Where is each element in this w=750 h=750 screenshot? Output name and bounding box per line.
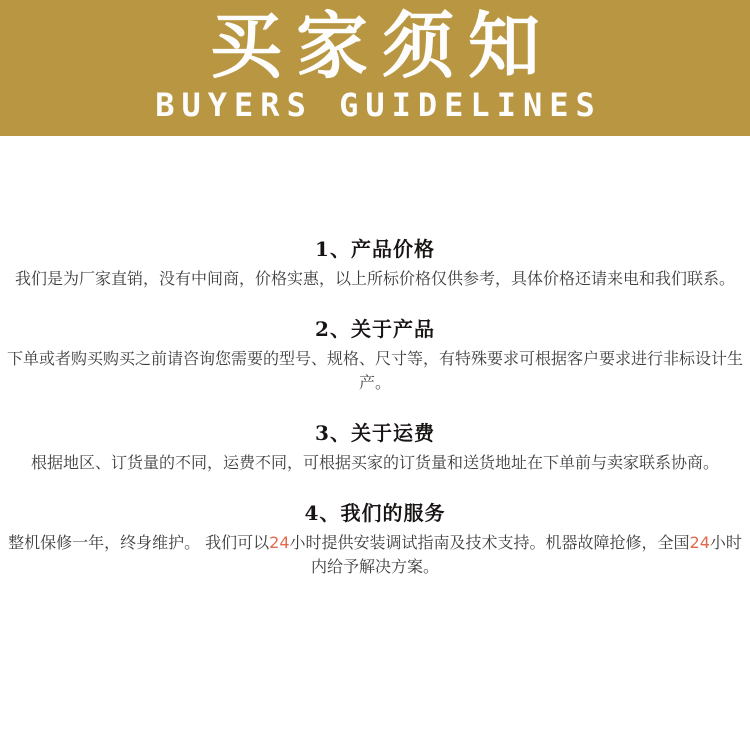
banner-title-chinese: 买家须知 <box>209 4 554 88</box>
header-banner <box>0 0 750 136</box>
section-body <box>0 531 750 579</box>
body-text: 下单或者购买购买之前请咨询您需要的型号、规格、尺寸等，有特殊要求可根据客户要求进行非标设计生产。 <box>6 349 743 392</box>
section-heading: 2、关于产品 <box>315 317 435 341</box>
body-text: 整机保修一年，终身维护。 我们可以 <box>8 533 270 552</box>
section-body <box>0 451 750 475</box>
body-text: 我们是为厂家直销，没有中间商，价格实惠，以上所标价格仅供参考，具体价格还请来电和我们联系。 <box>14 269 735 288</box>
section-body <box>0 267 750 291</box>
body-text: 小时提供安装调试指南及技术支持。机器故障抢修，全国 <box>289 533 690 552</box>
section-heading: 1、产品价格 <box>315 237 435 261</box>
section-heading: 4、我们的服务 <box>304 501 446 525</box>
highlighted-text: 24 <box>689 533 710 552</box>
highlighted-text: 24 <box>269 533 290 552</box>
section-body <box>0 347 750 395</box>
body-text: 小时内给予解决方案。 <box>310 533 742 576</box>
section-product-price <box>0 236 750 291</box>
section-shipping-fee <box>0 420 750 475</box>
section-heading: 3、关于运费 <box>315 421 435 445</box>
section-our-service <box>0 500 750 579</box>
banner-title-english: BUYERS GUIDELINES <box>155 86 602 124</box>
body-text: 根据地区、订货量的不同，运费不同，可根据买家的订货量和送货地址在下单前与卖家联系协商。 <box>30 453 719 472</box>
section-about-product <box>0 316 750 395</box>
guidelines-content <box>0 136 750 579</box>
